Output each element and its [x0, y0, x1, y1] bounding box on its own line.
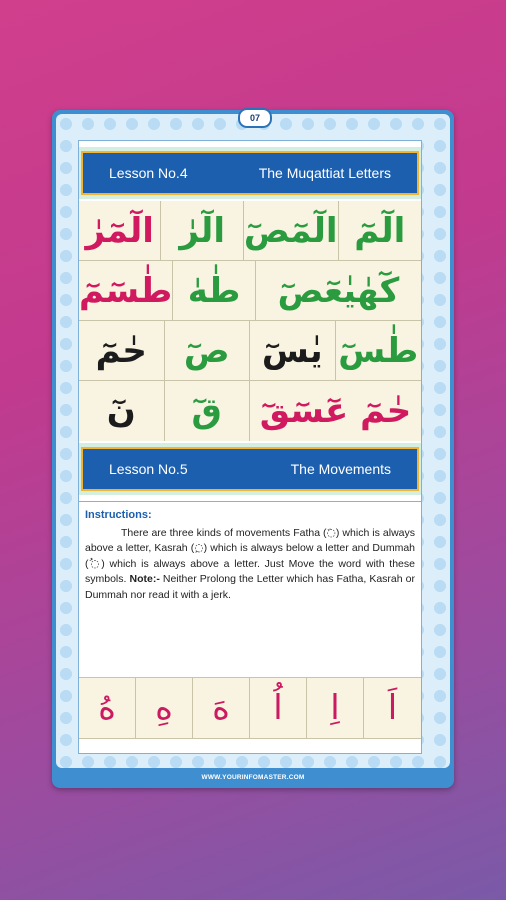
grid-row [79, 381, 421, 441]
movement-letter[interactable]: هَ [193, 678, 250, 738]
page-number: 07 [238, 108, 272, 128]
letter-cell[interactable]: قٓ [165, 381, 251, 441]
letter-cell[interactable]: الٓرٰ [161, 201, 243, 260]
letter-cell[interactable]: طٰهٰ [173, 261, 256, 320]
instructions-block [79, 501, 421, 661]
instructions-body: There are three kinds of movements Fatha (◌َ) which is always above a letter, Kasrah (◌ِ) which is always below a letter and Dummah (◌ُ) which is always above a letter. Just Move the word with these symbols. [85, 526, 415, 585]
letter-cell[interactable]: طٰسٓ [338, 330, 419, 371]
movement-letter[interactable]: اُ [250, 678, 307, 738]
lesson5-banner [79, 443, 421, 495]
movement-letter[interactable]: هُ [79, 678, 136, 738]
letter-cell[interactable]: نٓ [79, 381, 165, 441]
movements-row [79, 677, 421, 739]
letter-cell[interactable]: الٓمٓرٰ [79, 201, 161, 260]
lesson4-number: Lesson No.4 [109, 165, 188, 181]
grid-row [79, 201, 421, 261]
instructions-text [85, 526, 415, 604]
movement-letter[interactable]: اِ [307, 678, 364, 738]
letter-cell[interactable]: حٰمٓ عٓسٓقٓ [259, 391, 412, 431]
lesson5-number: Lesson No.5 [109, 461, 188, 477]
letter-cell[interactable]: صٓ [165, 321, 251, 380]
muqattiat-grid [79, 201, 421, 441]
note-label: Note:- [129, 573, 160, 585]
lesson4-title: The Muqattiat Letters [258, 165, 391, 181]
grid-row [79, 261, 421, 321]
letter-cell[interactable]: الٓمٓصٓ [244, 201, 339, 260]
letter-cell[interactable]: طٰسٓمٓ [79, 261, 173, 320]
lesson5-title: The Movements [290, 461, 391, 477]
lesson-page [78, 140, 422, 754]
instructions-heading: Instructions: [85, 509, 152, 521]
letter-cell[interactable]: الٓمٓ [354, 210, 406, 251]
lesson4-banner [79, 147, 421, 199]
letter-cell[interactable]: كٓهٰيٰعٓصٓ [277, 270, 400, 311]
grid-row [79, 321, 421, 381]
instructions-note: Neither Prolong the Letter which has Fatha, Kasrah or Dummah nor read it with a jerk. [85, 573, 416, 601]
movement-letter[interactable]: اَ [387, 688, 398, 728]
letter-cell[interactable]: حٰمٓ [79, 321, 165, 380]
letter-cell[interactable]: يٰسٓ [250, 321, 336, 380]
website-footer: WWW.YOURINFOMASTER.COM [201, 774, 305, 781]
movement-letter[interactable]: هِ [136, 678, 193, 738]
lesson-card [52, 110, 454, 788]
